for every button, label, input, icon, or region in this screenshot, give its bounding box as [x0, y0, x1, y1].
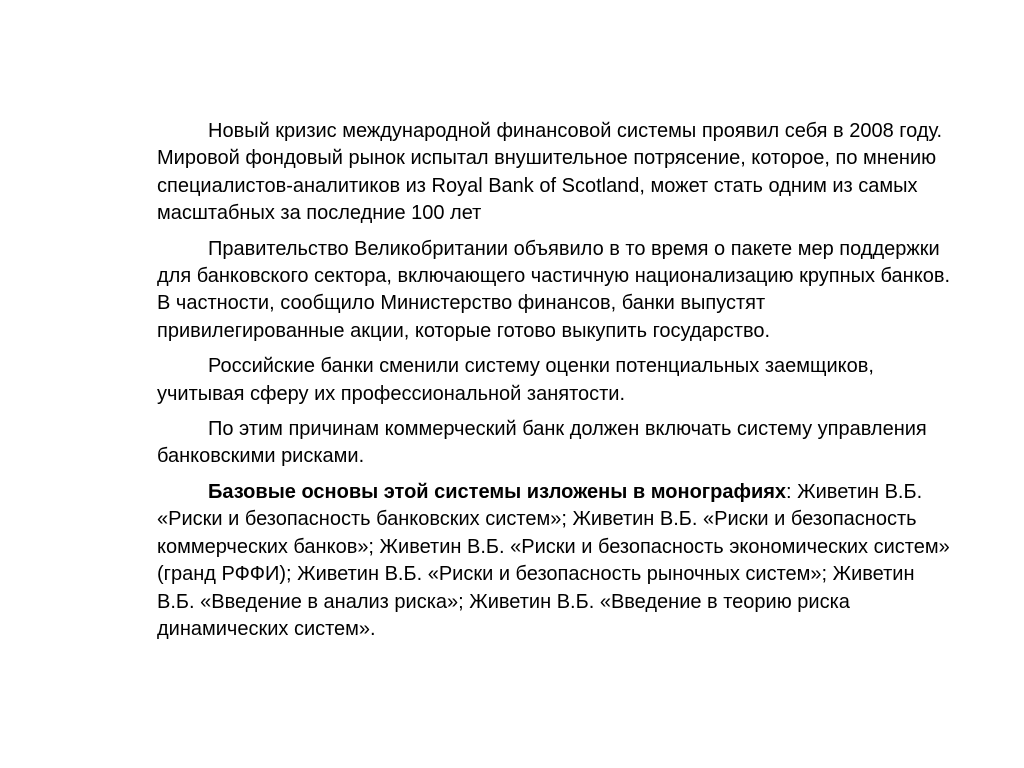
slide-body — [157, 118, 957, 651]
paragraph-crisis-2008: Новый кризис международной финансовой системы проявил себя в 2008 году. Мировой фондовый рынок испытал внушительное потрясение, которое, по мнению специалистов-аналитиков из Royal Bank of Scotland, может стать одним из самых масштабных за последние 100 лет — [157, 120, 943, 225]
monographs-lead: Базовые основы этой системы изложены в монографиях — [208, 480, 787, 503]
monographs-list: : Живетин В.Б. «Риски и безопасность банковских систем»; Живетин В.Б. «Риски и безопасность коммерческих банков»; Живетин В.Б. «Риски и безопасность экономических систем» (гранд РФФИ); Живетин В.Б. «Риски и безопасность рыночных систем»; Живетин В.Б. «Введение в анализ риска»; Живетин В.Б. «Введение в теорию риска динамических систем». — [157, 480, 950, 640]
paragraph-monographs — [157, 479, 957, 643]
paragraph-uk-government: Правительство Великобритании объявило в то время о пакете мер поддержки для банковского сектора, включающего частичную национализацию крупных банков. В частности, сообщило Министерство финансов, банки выпустят привилегированные акции, которые готово выкупить государство. — [157, 237, 950, 342]
paragraph-risk-management: По этим причинам коммерческий банк должен включать систему управления банковскими рисками. — [157, 418, 927, 468]
paragraph-russian-banks: Российские банки сменили систему оценки потенциальных заемщиков, учитывая сферу их профессиональной занятости. — [157, 355, 874, 405]
